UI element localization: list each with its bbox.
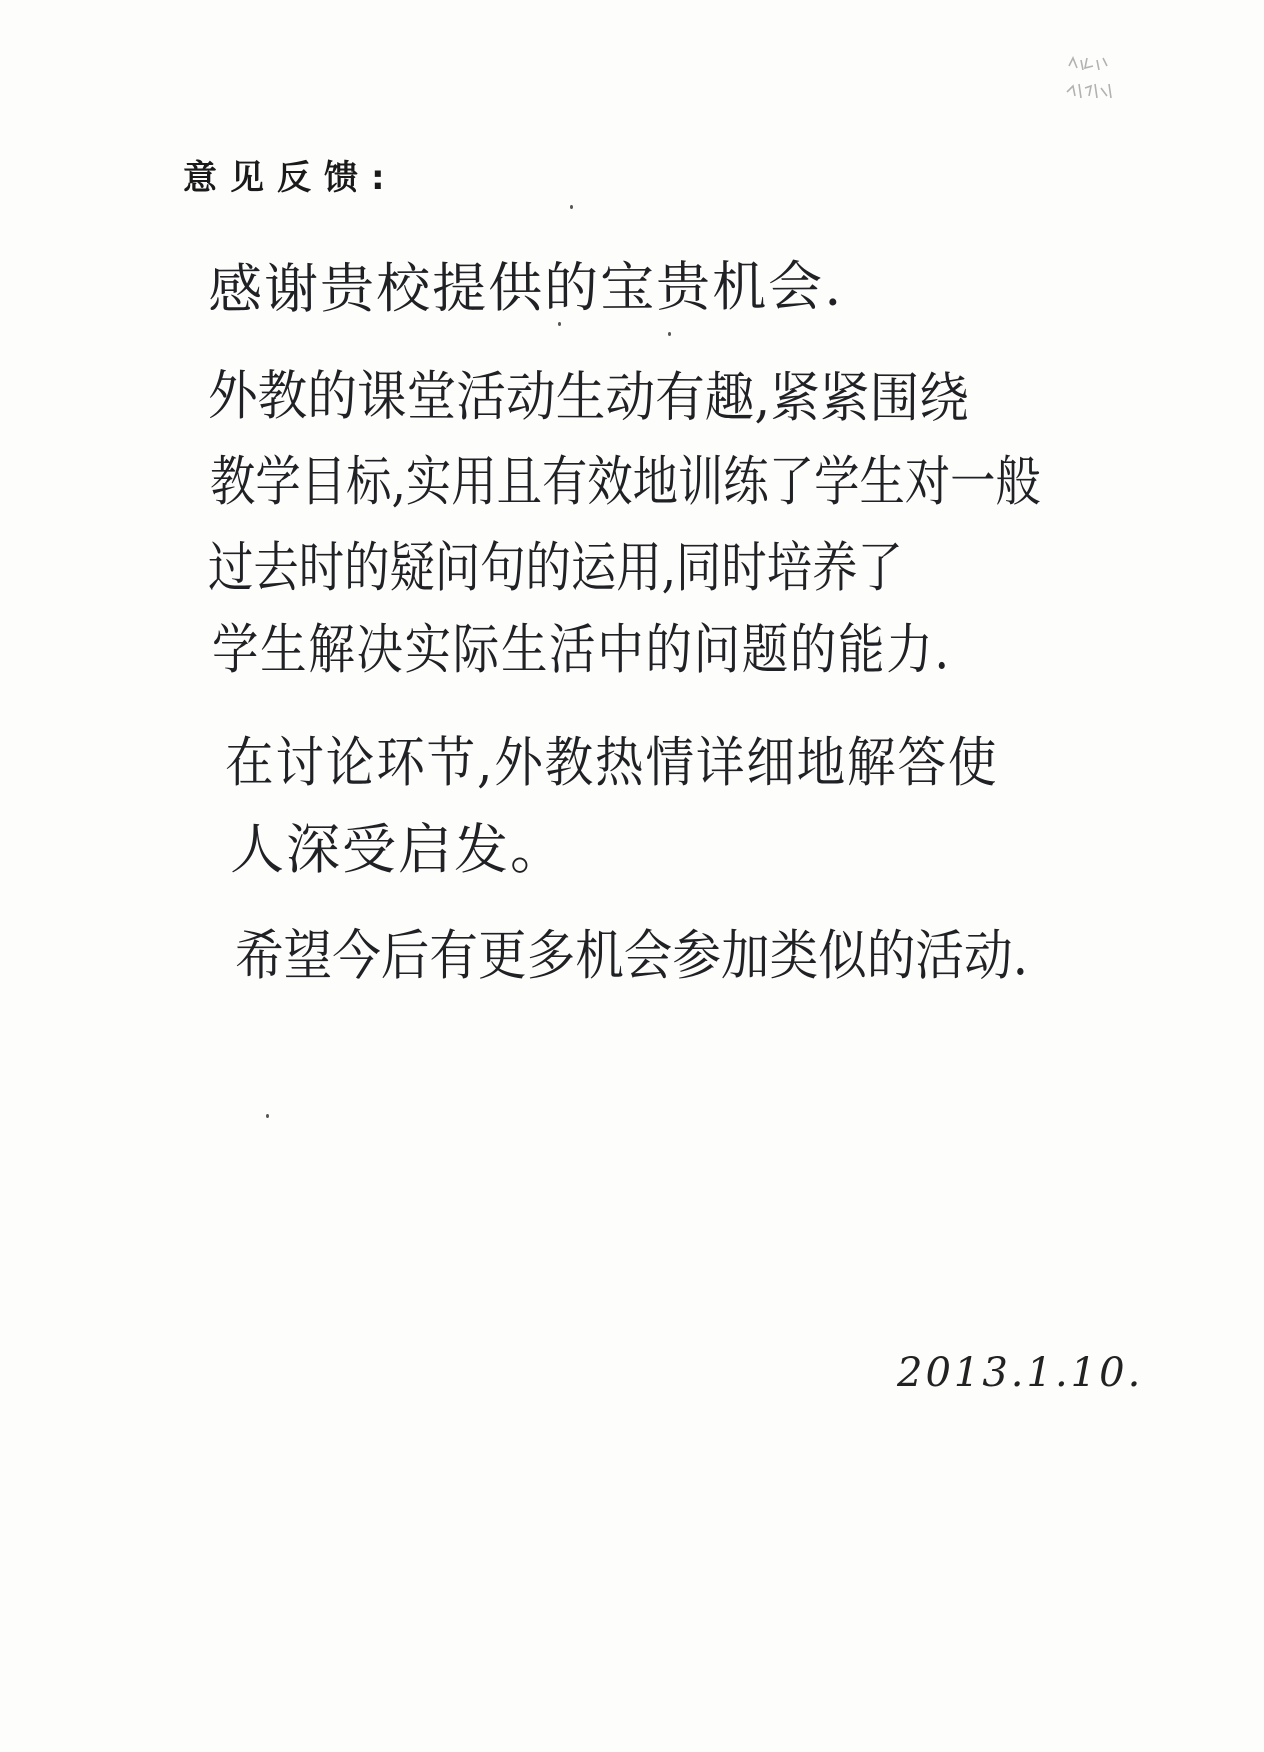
ink-speck — [266, 1114, 269, 1118]
feedback-line-3: 教学目标,实用且有效地训练了学生对一般 — [210, 450, 1041, 513]
ink-speck — [570, 205, 573, 209]
feedback-line-7: 人深受启发。 — [230, 818, 566, 881]
feedback-line-8: 希望今后有更多机会参加类似的活动. — [235, 924, 1029, 987]
feedback-line-4: 过去时的疑问句的运用,同时培养了 — [208, 536, 903, 599]
ink-speck — [668, 332, 671, 336]
corner-stamp-mark — [1063, 52, 1121, 106]
ink-speck — [558, 322, 561, 326]
feedback-line-1: 感谢贵校提供的宝贵机会. — [208, 254, 844, 321]
page-heading: 意见反馈: — [183, 158, 398, 198]
signature-date: 2013.1.10. — [897, 1350, 1144, 1396]
feedback-line-6: 在讨论环节,外教热情详细地解答使 — [225, 731, 999, 794]
feedback-line-5: 学生解决实际生活中的问题的能力. — [212, 618, 951, 681]
feedback-line-2: 外教的课堂活动生动有趣,紧紧围绕 — [207, 364, 969, 430]
